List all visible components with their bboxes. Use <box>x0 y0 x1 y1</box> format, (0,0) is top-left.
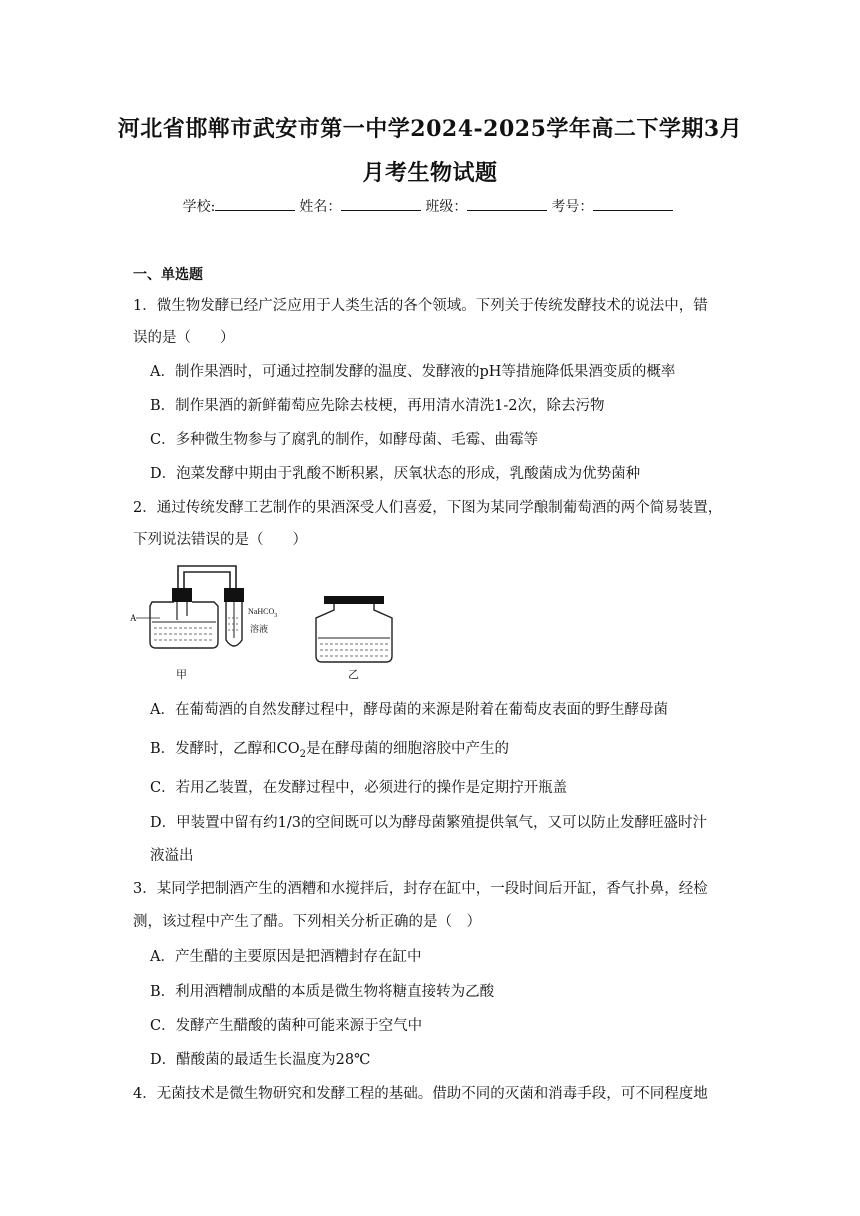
q3-stem-line1: 3．某同学把制酒产生的酒糟和水搅拌后，封存在缸中，一段时间后开缸，香气扑鼻，经检 <box>133 881 708 897</box>
school-label: 学校: <box>182 199 216 215</box>
exam-no-label: 考号： <box>551 199 594 215</box>
apparatus-jia <box>130 566 236 681</box>
fermentation-apparatus-figure <box>130 558 400 686</box>
fig-label-jia: 甲 <box>176 668 187 681</box>
exam-no-blank[interactable] <box>593 196 673 211</box>
q2-option-d-line1: D．甲装置中留有约1/3的空间既可以为酵母菌繁殖提供氧气，又可以防止发酵旺盛时汁 <box>150 815 707 831</box>
test-tube <box>224 588 277 646</box>
title-line-1: 河北省邯郸市武安市第一中学2024-2025学年高二下学期3月 <box>117 116 743 142</box>
class-blank[interactable] <box>467 196 547 211</box>
q2-stem-line2: 下列说法错误的是（ ） <box>133 532 307 548</box>
school-blank[interactable] <box>215 196 295 211</box>
q2-option-d-line2: 液溢出 <box>150 848 194 864</box>
q4-stem-line1: 4．无菌技术是微生物研究和发酵工程的基础。借助不同的灭菌和消毒手段，可不同程度地 <box>133 1086 708 1102</box>
name-blank[interactable] <box>341 196 421 211</box>
q3-option-d: D．醋酸菌的最适生长温度为28℃ <box>150 1052 371 1068</box>
student-info-line <box>0 196 860 216</box>
q2-option-b-post: 是在酵母菌的细胞溶胶中产生的 <box>306 741 510 757</box>
q2-option-b-pre: B．发酵时，乙醇和CO <box>150 741 300 757</box>
q2-option-c: C．若用乙装置，在发酵过程中，必须进行的操作是定期拧开瓶盖 <box>150 780 568 796</box>
q2-option-a: A．在葡萄酒的自然发酵过程中，酵母菌的来源是附着在葡萄皮表面的野生酵母菌 <box>150 702 668 718</box>
q2-stem-line1: 2．通过传统发酵工艺制作的果酒深受人们喜爱，下图为某同学酿制葡萄酒的两个简易装置， <box>133 500 723 516</box>
q1-option-b: B．制作果酒的新鲜葡萄应先除去枝梗，再用清水清洗1-2次，除去污物 <box>150 398 605 414</box>
q2-option-b-sub: 2 <box>299 748 307 760</box>
q3-option-a: A．产生醋的主要原因是把酒糟封存在缸中 <box>150 949 422 965</box>
fig-label-a: A <box>130 613 137 623</box>
fig-solution-label: 溶液 <box>250 625 269 635</box>
fig-nahco3-sub: 3 <box>274 613 278 619</box>
class-label: 班级： <box>425 199 468 215</box>
q1-stem-line1: 1．微生物发酵已经广泛应用于人类生活的各个领域。下列关于传统发酵技术的说法中，错 <box>133 298 708 314</box>
title-line-2: 月考生物试题 <box>362 160 498 186</box>
fig-label-yi: 乙 <box>348 668 359 681</box>
apparatus-yi <box>316 596 392 681</box>
q1-option-d: D．泡菜发酵中期由于乳酸不断积累，厌氧状态的形成，乳酸菌成为优势菌种 <box>150 466 641 482</box>
q1-option-c: C．多种微生物参与了腐乳的制作，如酵母菌、毛霉、曲霉等 <box>150 432 539 448</box>
q1-option-a: A．制作果酒时，可通过控制发酵的温度、发酵液的pH等措施降低果酒变质的概率 <box>150 364 676 380</box>
fig-nahco3-label <box>248 607 277 619</box>
q3-stem-line2: 测，该过程中产生了醋。下列相关分析正确的是（ ） <box>133 914 481 930</box>
section-heading: 一、单选题 <box>133 267 203 283</box>
q3-option-c: C．发酵产生醋酸的菌种可能来源于空气中 <box>150 1018 423 1034</box>
q2-option-b <box>150 737 509 760</box>
name-label: 姓名： <box>299 199 342 215</box>
fig-nahco3-text: NaHCO <box>248 607 275 616</box>
q3-option-b: B．利用酒糟制成醋的本质是微生物将糖直接转为乙酸 <box>150 984 495 1000</box>
q1-stem-line2: 误的是（ ） <box>133 330 235 346</box>
